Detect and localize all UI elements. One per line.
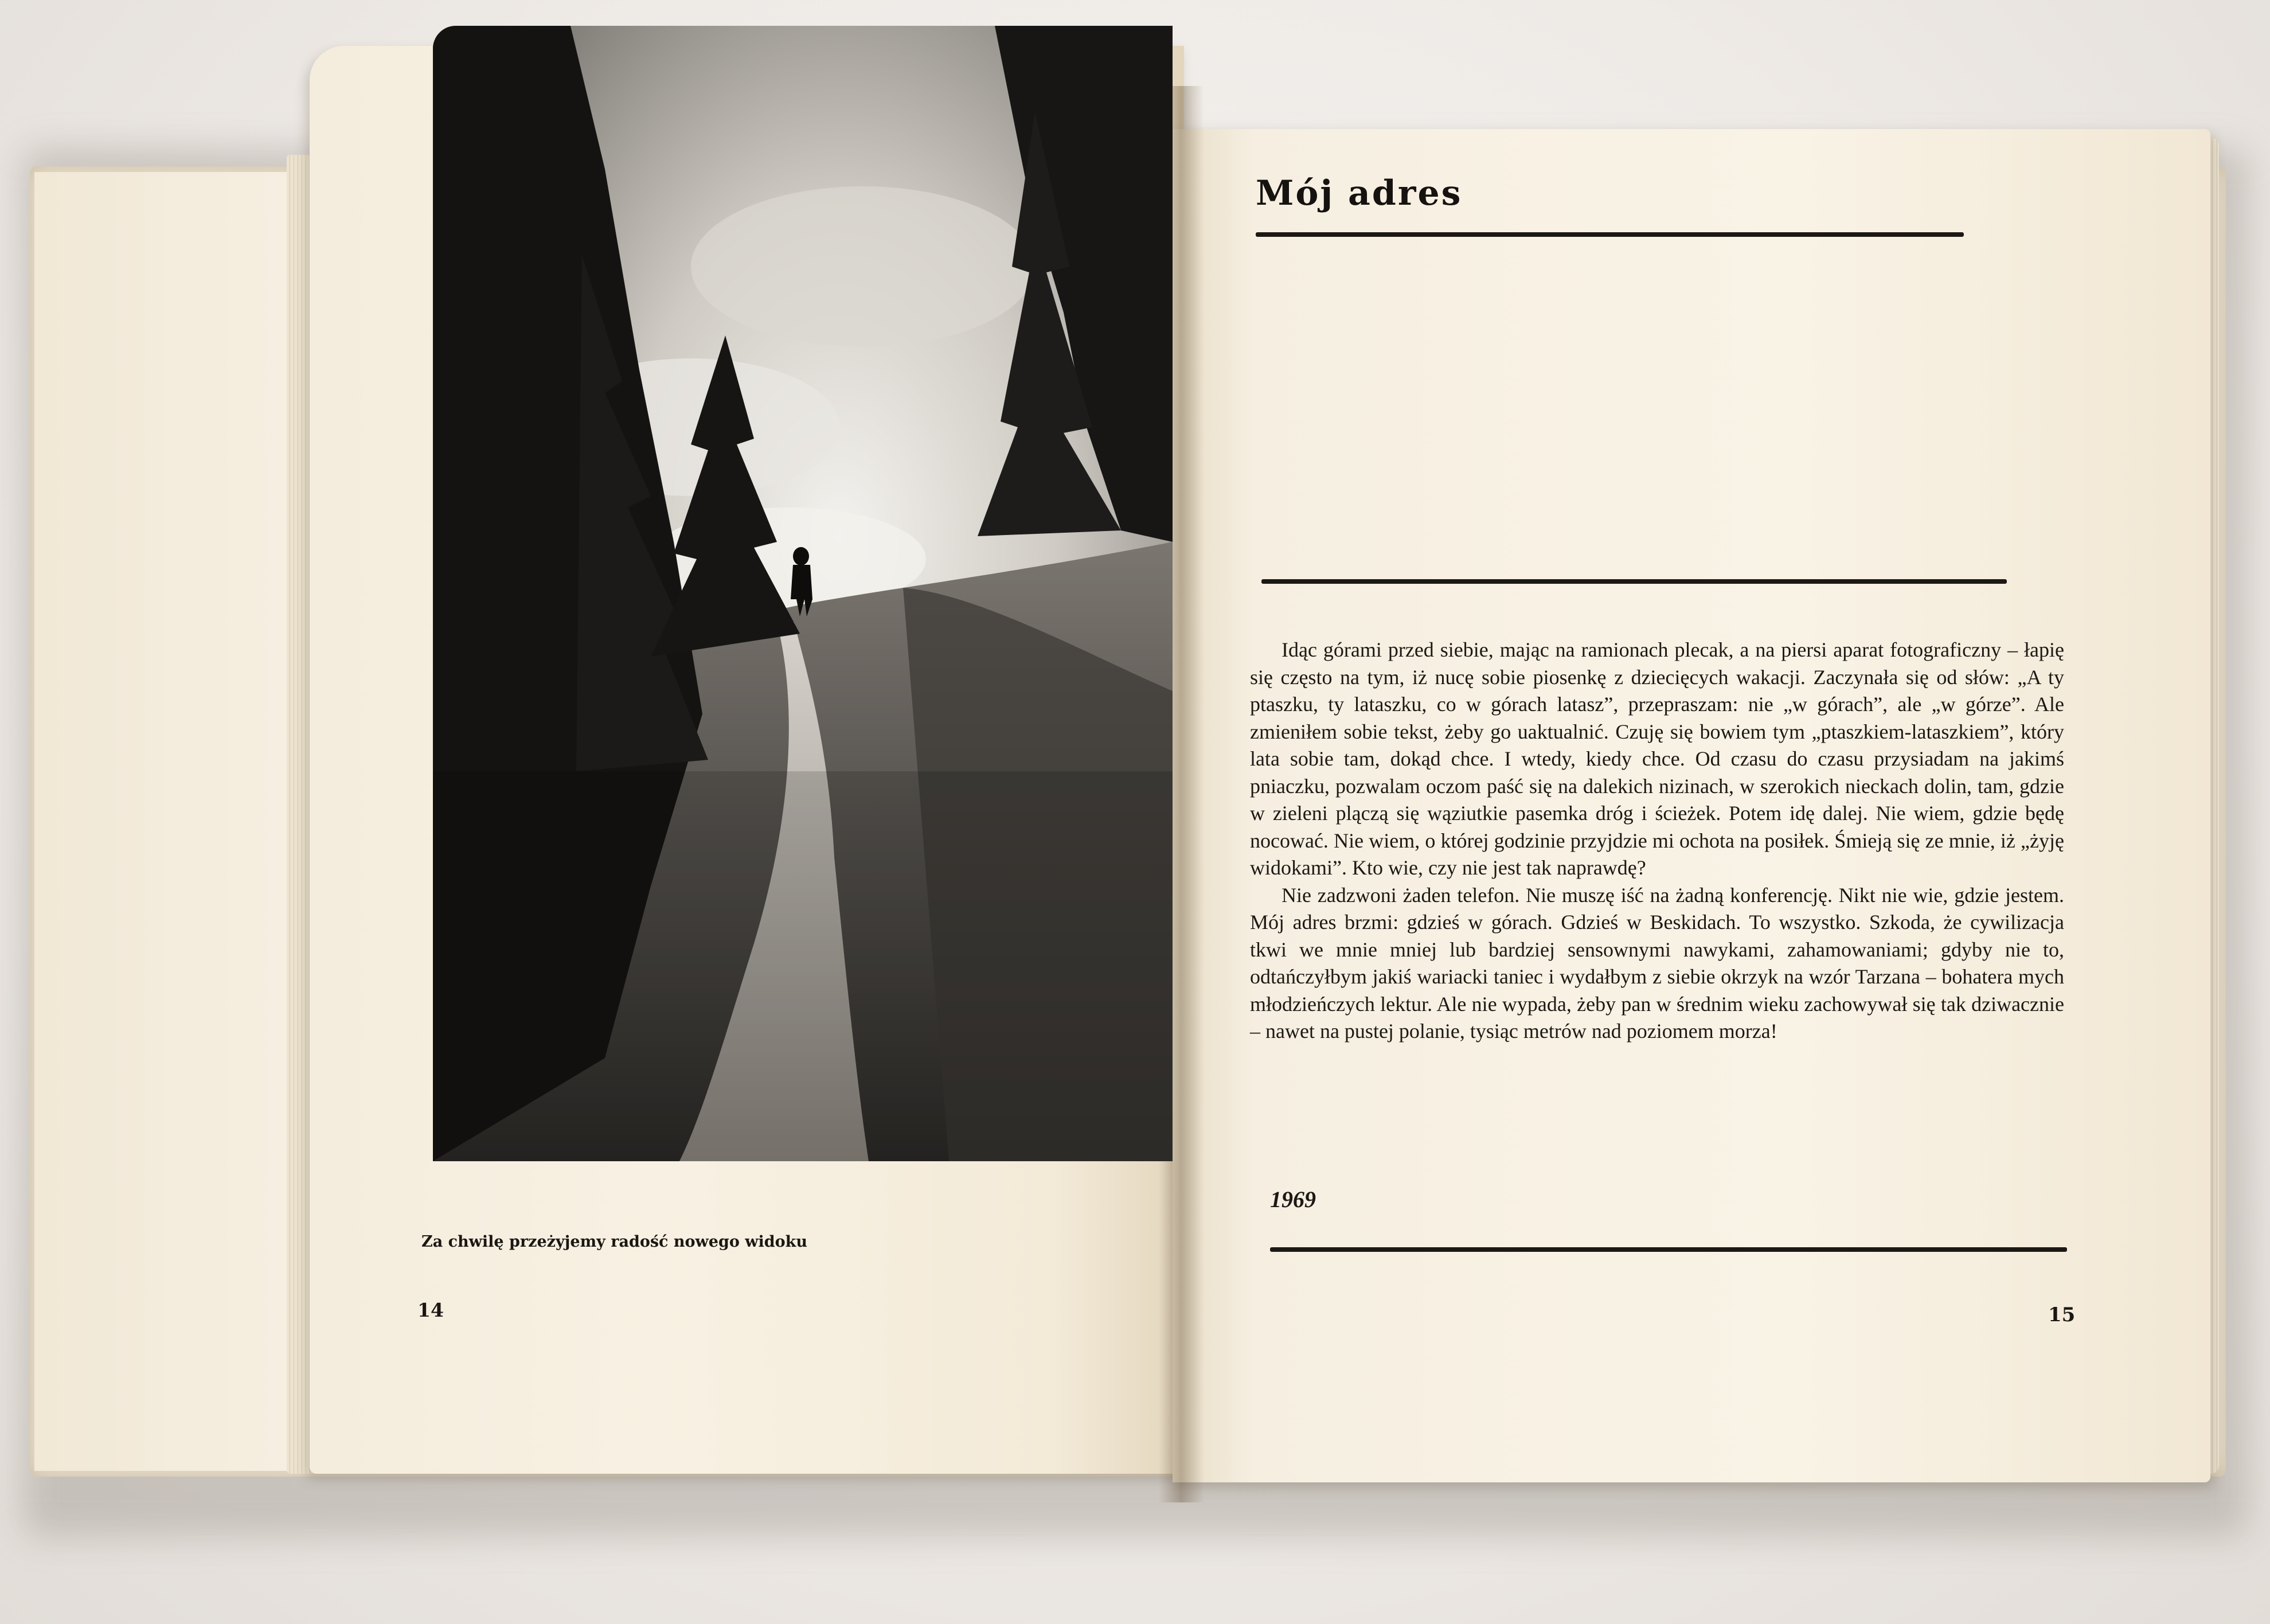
bottom-rule xyxy=(1270,1247,2067,1252)
chapter-body xyxy=(1250,637,2064,1045)
photo-illustration xyxy=(433,26,1173,1161)
photo-caption: Za chwilę przeżyjemy radość nowego widoku xyxy=(421,1233,807,1251)
paragraph-2: Nie zadzwoni żaden telefon. Nie muszę iść na żadną konferencję. Nikt nie wie, gdzie jestem. Mój adres brzmi: gdzieś w górach. Gdzieś w Beskidach. To wszystko. Szkoda, że cywilizacja tkwi we mnie mniej lub bardziej sensownymi nawykami, zahamowaniami; gdyby nie to, odtańczyłbym jakiś wariacki taniec i wydałbym z siebie okrzyk na wzór Tarzana – bohatera mych młodzieńczych lektur. Ale nie wypada, żeby pan w średnim wieku zachowywał się tak dziwacznie – nawet na pustej polanie, tysiąc metrów nad poziomem morza! xyxy=(1250,883,2064,1043)
mountain-path-photo xyxy=(433,26,1173,1161)
paragraph-1: Idąc górami przed siebie, mając na ramionach plecak, a na piersi aparat fotograficzny – łapię się często na tym, iż nucę sobie piosenkę z dziecięcych wakacji. Zaczynała się od słów: „A ty ptaszku, ty lataszku, co w górach latasz”, przepraszam: nie „w górach”, ale „w górze”. Ale zmieniłem sobie tekst, żeby go uaktualnić. Czuję się bowiem tym „ptaszkiem-lataszkiem”, który lata sobie tam, dokąd chce. I wtedy, kiedy chce. Od czasu do czasu przysiadam na jakimś pniaczku, pozwalam oczom paść się na dalekich nizinach, w szerokich nieckach dolin, tam, gdzie w zieleni plączą się wąziutkie pasemka dróg i ścieżek. Potem idę dalej. Nie wiem, gdzie będę nocować. Nie wiem, o której godzinie przyjdzie mi ochota na posiłek. Śmieją się ze mnie, iż „żyję widokami”. Kto wie, czy nie jest tak naprawdę? xyxy=(1250,638,2064,879)
title-rule xyxy=(1256,232,1964,237)
chapter-title: Mój adres xyxy=(1256,173,1463,213)
page-number-left: 14 xyxy=(417,1299,444,1321)
section-rule xyxy=(1261,579,2007,584)
year-note: 1969 xyxy=(1270,1186,1316,1212)
page-number-right: 15 xyxy=(2048,1303,2076,1326)
